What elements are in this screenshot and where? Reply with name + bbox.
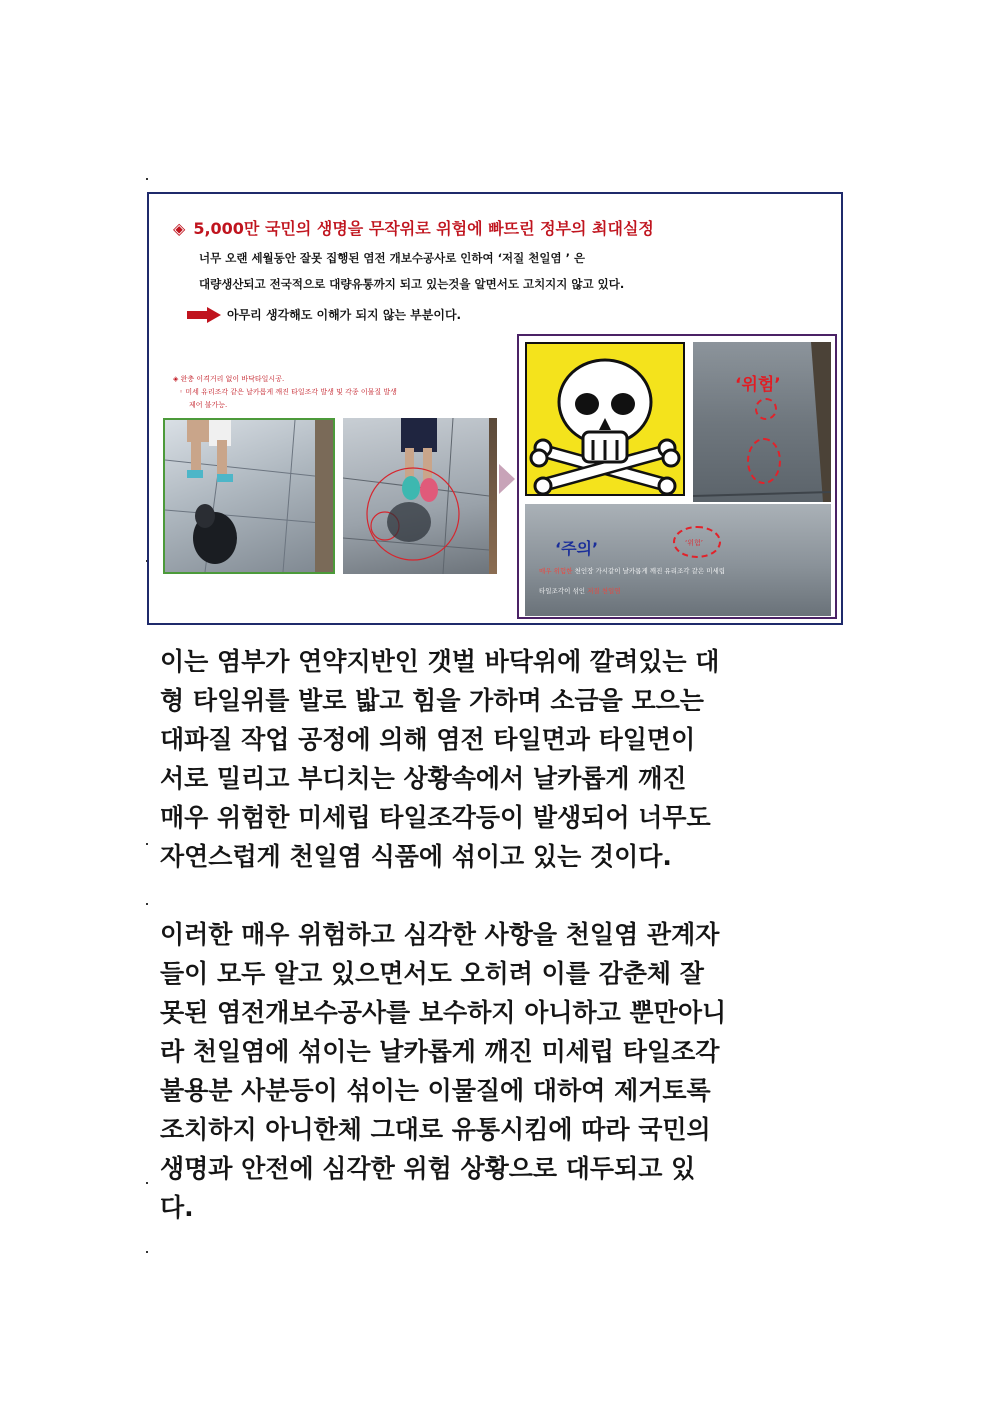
diamond-bullet-icon: ◈ <box>173 219 186 238</box>
paragraph-1 <box>160 642 830 876</box>
note-1: ◈ 완충 이격거리 없이 바닥타일시공. <box>173 375 285 383</box>
danger-circle-small <box>755 398 777 420</box>
paragraph-2-line: 조치하지 아니한체 그대로 유통시킴에 따라 국민의 <box>160 1115 711 1144</box>
water-photo-top <box>693 342 831 502</box>
paragraph-2-line: 불용분 사분등이 섞이는 이물질에 대하여 제거토록 <box>160 1076 711 1105</box>
caption-red-2: 저질 천일염 <box>587 587 621 595</box>
margin-dot <box>146 1182 148 1184</box>
danger-panel <box>517 334 837 619</box>
feet-photo-art <box>343 418 489 574</box>
chevron-right-icon <box>499 464 515 494</box>
slide-line-2: 대량생산되고 전국적으로 대량유통까지 되고 있는것을 알면서도 고치지지 않고 있다. <box>199 277 625 291</box>
caption-text-1: 천인장 가시같이 날카롭게 깨진 유리조각 같은 미세립 <box>572 567 726 575</box>
paragraph-1-line: 서로 밀리고 부디치는 상황속에서 날카롭게 깨진 <box>160 764 687 793</box>
skull-crossbones-icon <box>527 344 683 494</box>
paragraph-2-line: 못된 염전개보수공사를 보수하지 아니하고 뿐만아니 <box>160 998 727 1027</box>
paragraph-2-line: 라 천일염에 섞이는 날카롭게 깨진 미세립 타일조각 <box>160 1037 720 1066</box>
paragraph-1-line: 대파질 작업 공정에 의해 염전 타일면과 타일면이 <box>160 725 696 754</box>
label-danger: ‘위험’ <box>735 375 781 395</box>
label-caution: ‘주의’ <box>555 539 599 558</box>
photo-worker-crouching <box>163 418 335 574</box>
margin-dot <box>146 903 148 905</box>
paragraph-2-line: 다. <box>160 1193 194 1222</box>
caption-text-2: 타일조각이 섞인 <box>539 587 588 595</box>
slide-title-text: 5,000만 국민의 생명을 무작위로 위험에 빠뜨린 정부의 최대실정 <box>193 219 654 238</box>
worker-photo-art <box>165 420 333 572</box>
paragraph-2-line: 이러한 매우 위험하고 심각한 사항을 천일염 관계자 <box>160 920 720 949</box>
photo-feet-on-tile <box>343 418 489 574</box>
photo-edge-strip <box>489 418 497 574</box>
danger-circle-large <box>747 438 781 484</box>
margin-dot <box>146 178 148 180</box>
caption-red-1: 매우 위험한 <box>539 567 573 575</box>
margin-dot <box>146 1251 148 1253</box>
note-3: 제어 불가능. <box>189 401 228 409</box>
paragraph-1-line: 형 타일위를 발로 밟고 힘을 가하며 소금을 모으는 <box>160 686 704 715</box>
paragraph-1-line: 이는 염부가 연약지반인 갯벌 바닥위에 깔려있는 대 <box>160 647 720 676</box>
water-photo-bottom <box>525 504 831 616</box>
slide-arrow-line <box>187 306 461 323</box>
caption-line-1 <box>539 566 725 575</box>
slide-title <box>173 216 654 239</box>
caution-circle-label: ‘위험’ <box>685 539 703 547</box>
paragraph-1-line: 매우 위험한 미세립 타일조각등이 발생되어 너무도 <box>160 803 711 832</box>
paragraph-1-line: 자연스럽게 천일염 식품에 섞이고 있는 것이다. <box>160 842 672 871</box>
slide-arrow-text: 아무리 생각해도 이해가 되지 않는 부분이다. <box>227 308 462 322</box>
paragraph-2 <box>160 915 830 1227</box>
slide-line-1: 너무 오랜 세월동안 잘못 집행된 염전 개보수공사로 인하여 ‘저질 천일염 ’ 은 <box>199 251 586 265</box>
paragraph-2-line: 생명과 안전에 심각한 위험 상황으로 대두되고 있 <box>160 1154 696 1183</box>
margin-dot <box>146 843 148 845</box>
caption-line-2 <box>539 586 621 595</box>
note-2: ◦ 미세 유리조각 같은 날카롭게 깨진 타일조각 발생 및 각종 이물질 발생 <box>179 388 397 396</box>
embedded-slide <box>147 192 843 625</box>
skull-sign <box>525 342 685 496</box>
paragraph-2-line: 들이 모두 알고 있으면서도 오히려 이를 감춘체 잘 <box>160 959 704 988</box>
right-arrow-icon <box>187 307 221 323</box>
